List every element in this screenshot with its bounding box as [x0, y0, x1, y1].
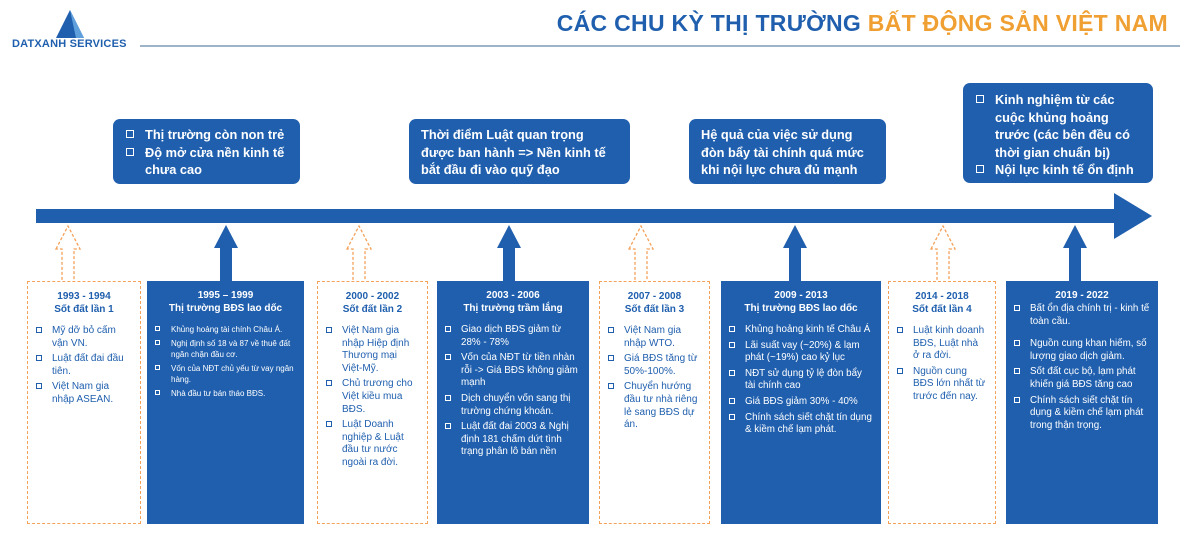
cycle-label: Thị trường BĐS lao dốc — [168, 303, 283, 314]
cycle-year: 2019 - 2022 — [1055, 290, 1109, 301]
timeline-arrow-head-icon — [1114, 193, 1152, 239]
cycle-card-7 — [888, 281, 996, 524]
cycle-card-2 — [147, 281, 304, 524]
timeline-arrow-shaft — [36, 209, 1119, 223]
cycle-item: Việt Nam gia nhập Hiệp định Thương mại Việt-Mỹ. — [326, 325, 419, 375]
cycle-item: Bất ổn địa chính trị - kinh tế toàn cầu. — [1014, 303, 1150, 328]
callout-2-text: Thời điểm Luật quan trọng được ban hành => Nền kinh tế bắt đầu đi vào quỹ đạo — [421, 127, 606, 177]
down-arrow-2-icon — [497, 225, 521, 282]
cycle-year: 2009 - 2013 — [774, 290, 828, 301]
cycle-item: Việt Nam gia nhập WTO. — [608, 325, 701, 350]
callout-4-item: Kinh nghiệm từ các cuộc khủng hoảng trước (các bên đều có thời gian chuẩn bị) — [975, 91, 1141, 161]
cycle-card-1 — [27, 281, 141, 524]
cycle-item: Mỹ dỡ bỏ cấm vận VN. — [36, 325, 132, 350]
cycle-item: Nhà đầu tư bán tháo BĐS. — [155, 388, 296, 399]
cycle-item: Nguồn cung BĐS lớn nhất từ trước đến nay. — [897, 366, 987, 404]
cycle-card-5 — [599, 281, 710, 524]
cycle-year: 2003 - 2006 — [486, 290, 540, 301]
title-highlight: BẤT ĐỘNG SẢN VIỆT NAM — [867, 10, 1168, 36]
callout-1-item: Thị trường còn non trẻ — [125, 126, 288, 144]
cycle-item: Khủng hoảng kinh tế Châu Á — [729, 324, 873, 337]
cycle-year: 2014 - 2018 — [915, 291, 969, 302]
cycle-item: Giá BĐS tăng từ 50%-100%. — [608, 353, 701, 378]
cycle-year: 2007 - 2008 — [627, 291, 682, 302]
up-arrow-2-icon — [347, 226, 371, 282]
cycle-item: Dịch chuyển vốn sang thị trường chứng khoán. — [445, 393, 581, 418]
cycle-item: Sốt đất cục bộ, lạm phát khiến giá BĐS tăng cao — [1014, 366, 1150, 391]
cycle-year: 2000 - 2002 — [345, 291, 400, 302]
cycle-card-4 — [437, 281, 589, 524]
down-arrow-4-icon — [1063, 225, 1087, 282]
cycle-label: Sốt đất lần 1 — [54, 304, 114, 315]
callout-3-text: Hệ quả của việc sử dụng đòn bẩy tài chính quá mức khi nội lực chưa đủ mạnh — [701, 127, 864, 177]
down-arrow-3-icon — [783, 225, 807, 282]
callout-4-item: Nội lực kinh tế ổn định — [975, 161, 1141, 179]
cycle-item: Luật đất đai 2003 & Nghị định 181 chấm dứt tình trạng phân lô bán nền — [445, 421, 581, 459]
cycle-label: Sốt đất lần 4 — [912, 304, 972, 315]
cycle-label: Thị trường trầm lắng — [463, 303, 563, 314]
cycle-item: Khủng hoảng tài chính Châu Á. — [155, 324, 296, 335]
up-arrow-3-icon — [629, 226, 653, 282]
callout-1-item: Độ mở cửa nền kinh tế chưa cao — [125, 144, 288, 179]
cycle-card-8 — [1006, 281, 1158, 524]
cycle-item: Chuyển hướng đầu tư nhà riêng lẻ sang BĐS dự án. — [608, 381, 701, 431]
cycle-item: Vốn của NĐT chủ yếu từ vay ngân hàng. — [155, 363, 296, 385]
brand-name: DATXANH SERVICES — [12, 38, 127, 50]
cycle-label: Thị trường BĐS lao dốc — [744, 303, 858, 314]
cycle-item: Chính sách siết chặt tín dụng & kiềm chế lạm phát trong thận trọng. — [1014, 395, 1150, 433]
cycle-item: Giá BĐS giảm 30% - 40% — [729, 396, 873, 409]
title-main: CÁC CHU KỲ THỊ TRƯỜNG — [556, 10, 868, 36]
cycle-item: Nghị định số 18 và 87 về thuê đất ngăn chặn đầu cơ. — [155, 338, 296, 360]
cycle-item: Giao dịch BĐS giảm từ 28% - 78% — [445, 324, 581, 349]
cycle-item: Chính sách siết chặt tín dụng & kiềm chế lạm phát. — [729, 412, 873, 437]
down-arrow-1-icon — [214, 225, 238, 282]
cycle-label: Sốt đất lần 3 — [624, 304, 685, 315]
cycle-card-3 — [317, 281, 428, 524]
cycle-item: Luật Doanh nghiệp & Luật đầu tư nước ngoài ra đời. — [326, 419, 419, 469]
cycle-item: Chủ trương cho Việt kiều mua BĐS. — [326, 378, 419, 416]
cycle-item: Luật đất đai đầu tiên. — [36, 353, 132, 378]
cycle-label: Sốt đất lần 2 — [342, 304, 403, 315]
cycle-year: 1995 – 1999 — [197, 290, 254, 301]
cycle-item: Nguồn cung khan hiếm, số lượng giao dịch giảm. — [1014, 338, 1150, 363]
cycle-item: Việt Nam gia nhập ASEAN. — [36, 381, 132, 406]
cycle-item: Vốn của NĐT từ tiền nhàn rỗi -> Giá BĐS không giảm mạnh — [445, 352, 581, 390]
cycle-year: 1993 - 1994 — [57, 291, 111, 302]
cycle-item: NĐT sử dụng tỷ lệ đòn bẩy tài chính cao — [729, 368, 873, 393]
cycle-card-6 — [721, 281, 881, 524]
up-arrow-1-icon — [56, 226, 80, 282]
cycle-item: Luật kinh doanh BĐS, Luật nhà ở ra đời. — [897, 325, 987, 363]
up-arrow-4-icon — [931, 226, 955, 282]
cycle-item: Lãi suất vay (~20%) & lạm phát (~19%) cao kỷ lục — [729, 340, 873, 365]
